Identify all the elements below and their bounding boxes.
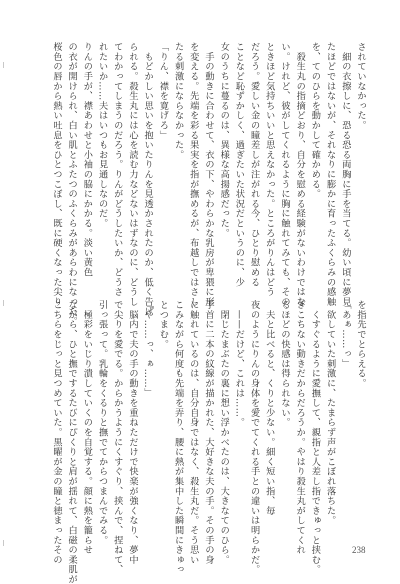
text-column: 脳内で夫の手の動きを重ねただけで快楽が強くなり、夢中	[126, 300, 138, 565]
text-column: い。けれど、彼がしてくれるように胸に触れてみても、その	[278, 42, 290, 307]
text-column: ことなど恥ずかしく、過ぎたいた状況だというのに、少	[233, 42, 245, 287]
binding-edge-mark-middle	[3, 300, 4, 306]
text-column: れたいか……夫はいつもお見通しなのだ。	[96, 42, 108, 229]
text-column: ながら、ひと撫でするたびにぴくりと肩が揺れて、白磁の柔肌が	[66, 300, 78, 584]
text-column: 夜のようにりんの身体を愛でてくれる手との違いは明らかだ。	[248, 300, 260, 575]
text-column: 閉じたまぶたの裏に想い浮かべたのは、大きなてのひら。	[218, 300, 230, 565]
text-column: 女のうちに蔓るのは、異様な高揚感だった。	[218, 42, 230, 238]
text-column: されていなかった。	[355, 42, 366, 131]
text-column: 手の動きに合わせて、衣の下、やわらかな乳房が卑猥に形	[202, 42, 214, 307]
binding-edge-mark-top	[3, 62, 4, 68]
text-column: りんの手が、襟あわせと小袖の脇にかかる。淡い黄色	[81, 42, 93, 278]
text-column: 「あぁ……っ」	[339, 300, 351, 369]
text-column: を変える。先端を彩る果実を指が撫めるが、布越しではさし	[187, 42, 199, 307]
text-column: を指先でとらえる。	[355, 300, 366, 389]
text-column: てわかってしまうのだろう。りんがどうしたいか、どうさ	[111, 42, 123, 297]
text-column: 「りん、襟を寛げろ」	[157, 42, 169, 140]
text-column: られる。殺生丸には心を読む力などないはずなのに、どうし	[126, 42, 138, 307]
text-column: 手首に二本の紋線が描かれた、大好きな夫の手。その手の身	[202, 300, 214, 565]
text-column: を、てのひらを動かして確かめる。	[309, 42, 321, 199]
text-column: とつまむ。	[157, 300, 169, 349]
text-column: ぎこちない動きだからだろうか。やはり殺生丸がしてくれ	[294, 300, 306, 555]
text-column: ——だけど、これは……。	[233, 300, 245, 428]
page-number: 238	[352, 545, 366, 555]
binding-edge-mark-bottom	[3, 540, 4, 546]
text-column: 欲していた刺激に、たまらず声がこぼれ落ちた。	[324, 300, 336, 526]
text-column: の衣が開けられ、白い肌とふたつのふくらみがあらわになった。	[66, 42, 78, 327]
text-column: るほどの快感は得られない。	[278, 300, 290, 428]
text-column: だろう。愛しい金の瞳差しが注がれる今、ひとり慰める	[248, 42, 260, 287]
text-column: 桜色の唇から熱い吐息をひとつこぼし、既に硬くなった尖り	[50, 42, 62, 307]
text-column: 細の衣擦しに、恐る恐る両胸に手を当てる。幼い頃に夢見	[339, 42, 351, 307]
text-column: くすぐるように愛撫して、親指と人差し指できゅっと挟む。	[309, 300, 321, 575]
text-column: 「や……っ、ぁ……」	[142, 300, 154, 398]
text-column: こちらをじっと見つめていた。黒曜が金の瞳と徳まったその	[50, 300, 62, 565]
text-column: に触れているのは、自分自身ではなく、殺生丸だ。そう思い	[187, 300, 199, 565]
text-column: 引っ張って。乳輪をくるりと撫でてからつまんでみる。	[96, 300, 108, 545]
text-column: もどかしい思いを抱いたりんを見透かされたのか、低く告げ	[142, 42, 154, 317]
text-column: こみながら何度も先端を弄り、腰に熱が集中した瞬間にきゅっ	[172, 300, 184, 575]
text-column: ときほど気持ちいいと思えなかった。ところがりんはどう	[263, 42, 275, 297]
text-column: 夫と比べると、くりと少ない。細く短い指、毎	[263, 300, 275, 516]
text-column: 極彩をいじり潰していくのを自覚する。顔に熱を籠らせ	[81, 300, 93, 555]
text-column: で尖りを愛でる。からかうようにくすぐり、挟んで、捏ねて、	[111, 300, 123, 575]
text-column: 殺生丸の指摘どおり、自分を慰める経験がないわけではな	[294, 42, 306, 307]
text-column: たる刺激にならなかった。	[172, 42, 184, 160]
text-column: たほどではないが、それなりに膨かに育ったふくらみの感触	[324, 42, 336, 307]
